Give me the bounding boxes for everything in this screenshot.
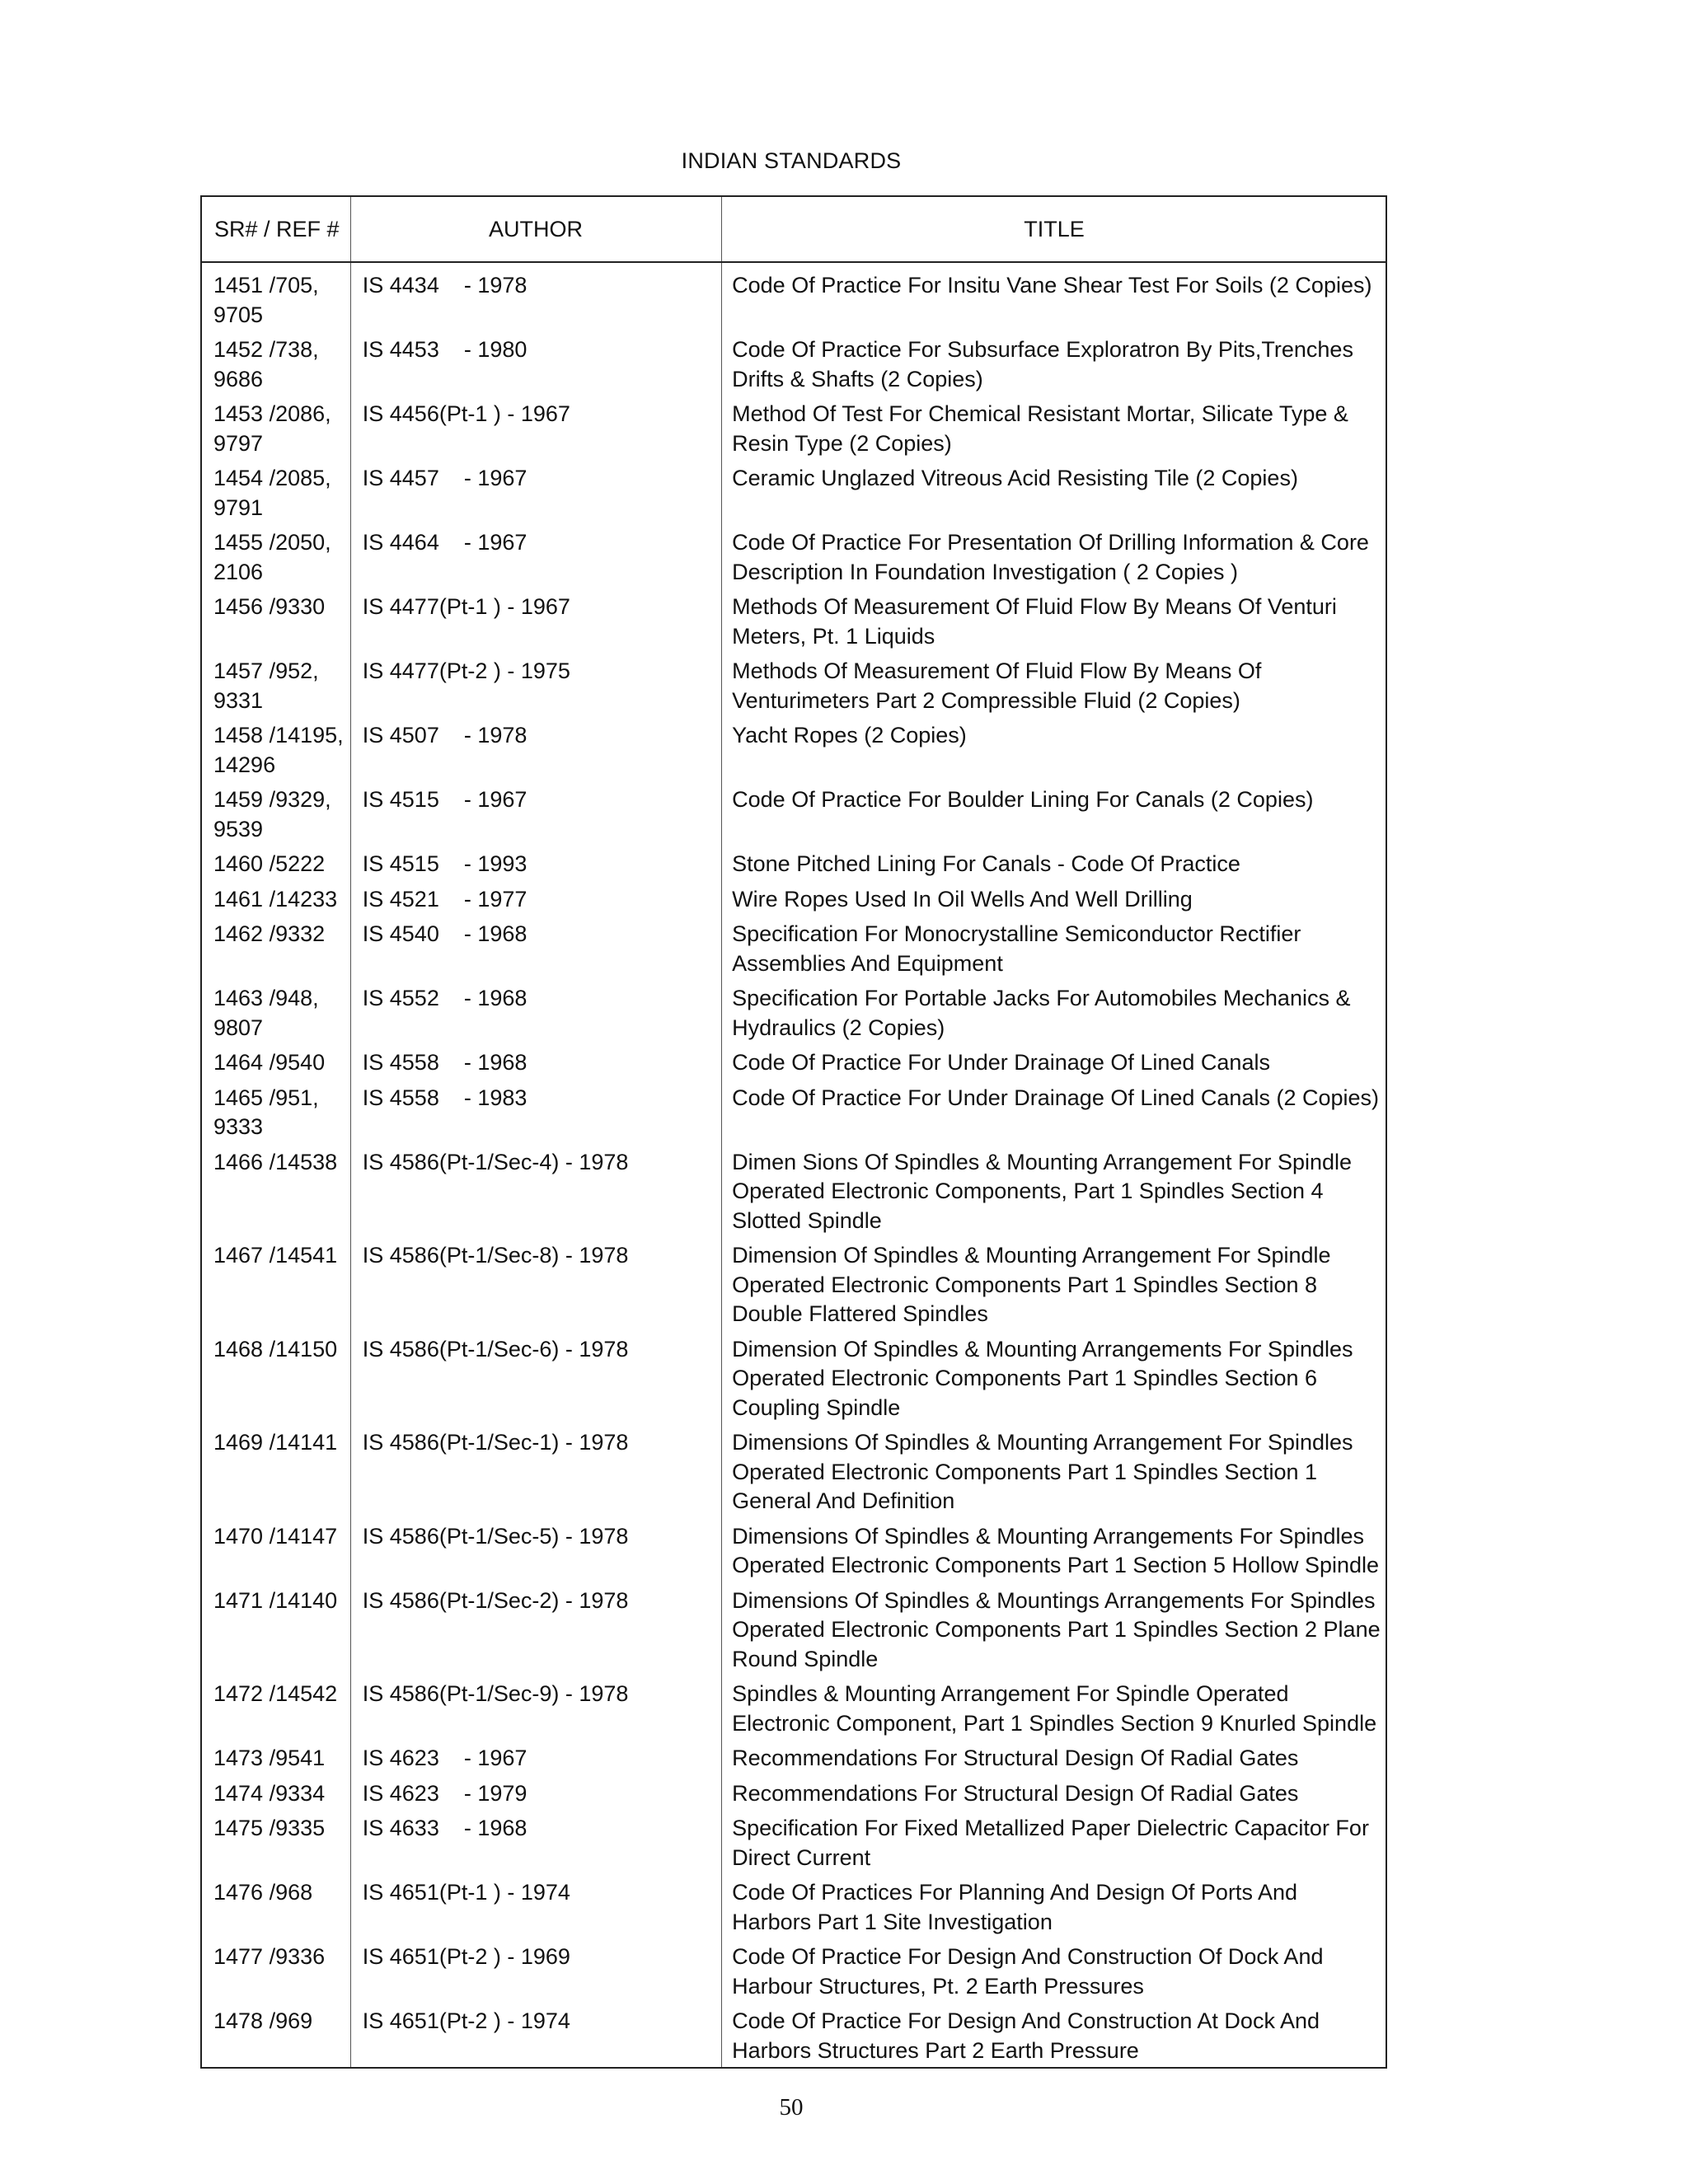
title-cell: Method Of Test For Chemical Resistant Mortar, Silicate Type & Resin Type (2 Copies) — [732, 401, 1348, 456]
sr-ref-cell: 1467 /14541 — [213, 1243, 338, 1268]
author-cell: IS 4586(Pt-1/Sec-8) - 1978 — [362, 1243, 629, 1268]
author-cell: IS 4477(Pt-1 ) - 1967 — [362, 594, 570, 619]
title-cell: Dimension Of Spindles & Mounting Arrangements For Spindles Operated Electronic Components Part 1 Spindles Section 6 Coupling Spindle — [732, 1336, 1353, 1420]
page-title: INDIAN STANDARDS — [681, 148, 902, 173]
author-cell: IS 4558 - 1983 — [362, 1085, 528, 1110]
table-row — [202, 850, 1386, 885]
author-cell: IS 4477(Pt-2 ) - 1975 — [362, 658, 570, 683]
page-number: 50 — [779, 2094, 804, 2121]
author-cell: IS 4507 - 1978 — [362, 723, 528, 748]
author-cell: IS 4464 - 1967 — [362, 530, 528, 555]
title-cell: Dimension Of Spindles & Mounting Arrangement For Spindle Operated Electronic Components Part 1 Spindles Section 8 Double Flattered Spindles — [732, 1243, 1331, 1326]
table-row — [202, 1048, 1386, 1084]
sr-ref-cell: 1478 /969 — [213, 2008, 313, 2033]
sr-ref-cell: 1476 /968 — [213, 1880, 313, 1905]
sr-ref-cell: 1470 /14147 — [213, 1523, 338, 1549]
title-cell: Specification For Monocrystalline Semiconductor Rectifier Assemblies And Equipment — [732, 921, 1301, 976]
table-row — [202, 1779, 1386, 1815]
sr-ref-cell: 1471 /14140 — [213, 1587, 338, 1613]
title-cell: Dimensions Of Spindles & Mountings Arrangements For Spindles Operated Electronic Components Part 1 Spindles Section 2 Plane Round Spindle — [732, 1587, 1381, 1671]
sr-ref-cell: 1453 /2086, 9797 — [213, 401, 331, 456]
title-cell: Specification For Portable Jacks For Automobiles Mechanics & Hydraulics (2 Copies) — [732, 986, 1351, 1040]
author-cell: IS 4651(Pt-2 ) - 1974 — [362, 2008, 570, 2033]
sr-ref-cell: 1452 /738, 9686 — [213, 337, 319, 391]
table-row — [202, 528, 1386, 593]
author-cell: IS 4456(Pt-1 ) - 1967 — [362, 401, 570, 426]
sr-ref-cell: 1458 /14195, 14296 — [213, 723, 344, 777]
table-row — [202, 1428, 1386, 1522]
sr-ref-cell: 1468 /14150 — [213, 1336, 338, 1361]
title-cell: Dimensions Of Spindles & Mounting Arrangements For Spindles Operated Electronic Components Part 1 Section 5 Hollow Spindle — [732, 1523, 1380, 1577]
title-cell: Code Of Practice For Under Drainage Of Lined Canals (2 Copies) — [732, 1085, 1379, 1110]
table-row — [202, 657, 1386, 721]
sr-ref-cell: 1474 /9334 — [213, 1780, 326, 1806]
author-cell: IS 4453 - 1980 — [362, 337, 528, 362]
author-cell: IS 4521 - 1977 — [362, 886, 528, 912]
table-row — [202, 1878, 1386, 1943]
header-author: AUTHOR — [489, 217, 583, 241]
sr-ref-cell: 1461 /14233 — [213, 886, 338, 912]
standards-table — [200, 195, 1387, 2069]
author-cell: IS 4515 - 1993 — [362, 851, 528, 876]
sr-ref-cell: 1477 /9336 — [213, 1944, 326, 1969]
author-cell: IS 4586(Pt-1/Sec-1) - 1978 — [362, 1430, 629, 1455]
title-cell: Code Of Practice For Boulder Lining For Canals (2 Copies) — [732, 787, 1314, 812]
sr-ref-cell: 1464 /9540 — [213, 1050, 326, 1075]
table-row — [202, 885, 1386, 921]
table-body — [202, 271, 1386, 2071]
title-cell: Code Of Practice For Presentation Of Drilling Information & Core Description In Foundation Investigation ( 2 Copies ) — [732, 530, 1369, 584]
author-cell: IS 4586(Pt-1/Sec-2) - 1978 — [362, 1587, 629, 1613]
title-cell: Methods Of Measurement Of Fluid Flow By Means Of Venturimeters Part 2 Compressible Fluid (2 Copies) — [732, 658, 1262, 713]
sr-ref-cell: 1469 /14141 — [213, 1430, 338, 1455]
author-cell: IS 4540 - 1968 — [362, 921, 528, 946]
header-title: TITLE — [1024, 217, 1085, 241]
table-row — [202, 1335, 1386, 1429]
title-cell: Yacht Ropes (2 Copies) — [732, 723, 967, 748]
sr-ref-cell: 1462 /9332 — [213, 921, 326, 946]
table-row — [202, 1943, 1386, 2007]
title-cell: Specification For Fixed Metallized Paper Dielectric Capacitor For Direct Current — [732, 1816, 1369, 1870]
author-cell: IS 4623 - 1979 — [362, 1780, 528, 1806]
sr-ref-cell: 1472 /14542 — [213, 1681, 338, 1706]
title-cell: Code Of Practice For Design And Construction Of Dock And Harbour Structures, Pt. 2 Earth Pressures — [732, 1944, 1324, 1999]
table-row — [202, 785, 1386, 850]
sr-ref-cell: 1466 /14538 — [213, 1149, 338, 1174]
author-cell: IS 4651(Pt-2 ) - 1969 — [362, 1944, 570, 1969]
author-cell: IS 4552 - 1968 — [362, 986, 528, 1010]
table-row — [202, 984, 1386, 1048]
header-sr-ref: SR# / REF # — [214, 217, 340, 241]
table-row — [202, 920, 1386, 984]
table-row — [202, 721, 1386, 785]
table-row — [202, 1814, 1386, 1878]
table-row — [202, 1680, 1386, 1744]
sr-ref-cell: 1460 /5222 — [213, 851, 326, 876]
author-cell: IS 4651(Pt-1 ) - 1974 — [362, 1880, 570, 1905]
table-row — [202, 1084, 1386, 1148]
title-cell: Stone Pitched Lining For Canals - Code Of Practice — [732, 851, 1240, 876]
title-cell: Dimen Sions Of Spindles & Mounting Arrangement For Spindle Operated Electronic Components, Part 1 Spindles Section 4 Slotted Spindle — [732, 1149, 1353, 1233]
author-cell: IS 4434 - 1978 — [362, 273, 528, 298]
table-row — [202, 271, 1386, 335]
title-cell: Code Of Practice For Design And Construction At Dock And Harbors Structures Part 2 Earth Pressure — [732, 2008, 1320, 2063]
table-row — [202, 2007, 1386, 2071]
author-cell: IS 4586(Pt-1/Sec-6) - 1978 — [362, 1336, 629, 1361]
author-cell: IS 4623 - 1967 — [362, 1746, 528, 1770]
table-header — [202, 197, 1386, 263]
title-cell: Spindles & Mounting Arrangement For Spindle Operated Electronic Component, Part 1 Spindles Section 9 Knurled Spindle — [732, 1681, 1377, 1736]
sr-ref-cell: 1451 /705, 9705 — [213, 273, 319, 327]
title-cell: Code Of Practice For Insitu Vane Shear Test For Soils (2 Copies) — [732, 273, 1372, 298]
table-row — [202, 1148, 1386, 1242]
table-row — [202, 593, 1386, 657]
title-cell: Code Of Practice For Under Drainage Of Lined Canals — [732, 1050, 1270, 1075]
sr-ref-cell: 1456 /9330 — [213, 594, 326, 619]
title-cell: Ceramic Unglazed Vitreous Acid Resisting Tile (2 Copies) — [732, 466, 1298, 490]
table-row — [202, 1241, 1386, 1335]
author-cell: IS 4586(Pt-1/Sec-4) - 1978 — [362, 1149, 629, 1174]
table-row — [202, 400, 1386, 464]
title-cell: Recommendations For Structural Design Of Radial Gates — [732, 1780, 1299, 1806]
title-cell: Recommendations For Structural Design Of Radial Gates — [732, 1746, 1299, 1770]
sr-ref-cell: 1473 /9541 — [213, 1746, 326, 1770]
sr-ref-cell: 1455 /2050, 2106 — [213, 530, 331, 584]
author-cell: IS 4558 - 1968 — [362, 1050, 528, 1075]
author-cell: IS 4586(Pt-1/Sec-5) - 1978 — [362, 1523, 629, 1549]
author-cell: IS 4586(Pt-1/Sec-9) - 1978 — [362, 1681, 629, 1706]
sr-ref-cell: 1454 /2085, 9791 — [213, 466, 331, 520]
title-cell: Methods Of Measurement Of Fluid Flow By Means Of Venturi Meters, Pt. 1 Liquids — [732, 594, 1337, 649]
table-row — [202, 335, 1386, 400]
sr-ref-cell: 1463 /948, 9807 — [213, 986, 319, 1040]
table-row — [202, 1522, 1386, 1586]
table-row — [202, 1586, 1386, 1680]
author-cell: IS 4457 - 1967 — [362, 466, 528, 490]
title-cell: Dimensions Of Spindles & Mounting Arrangement For Spindles Operated Electronic Components Part 1 Spindles Section 1 General And Definition — [732, 1430, 1353, 1513]
title-cell: Code Of Practices For Planning And Design Of Ports And Harbors Part 1 Site Investigation — [732, 1880, 1297, 1934]
sr-ref-cell: 1475 /9335 — [213, 1816, 326, 1840]
sr-ref-cell: 1465 /951, 9333 — [213, 1085, 319, 1139]
author-cell: IS 4633 - 1968 — [362, 1816, 528, 1840]
title-cell: Wire Ropes Used In Oil Wells And Well Drilling — [732, 886, 1193, 912]
author-cell: IS 4515 - 1967 — [362, 787, 528, 812]
table-row — [202, 464, 1386, 528]
sr-ref-cell: 1459 /9329, 9539 — [213, 787, 331, 841]
title-cell: Code Of Practice For Subsurface Exploratron By Pits,Trenches Drifts & Shafts (2 Copies) — [732, 337, 1353, 391]
table-row — [202, 1744, 1386, 1779]
sr-ref-cell: 1457 /952, 9331 — [213, 658, 319, 713]
